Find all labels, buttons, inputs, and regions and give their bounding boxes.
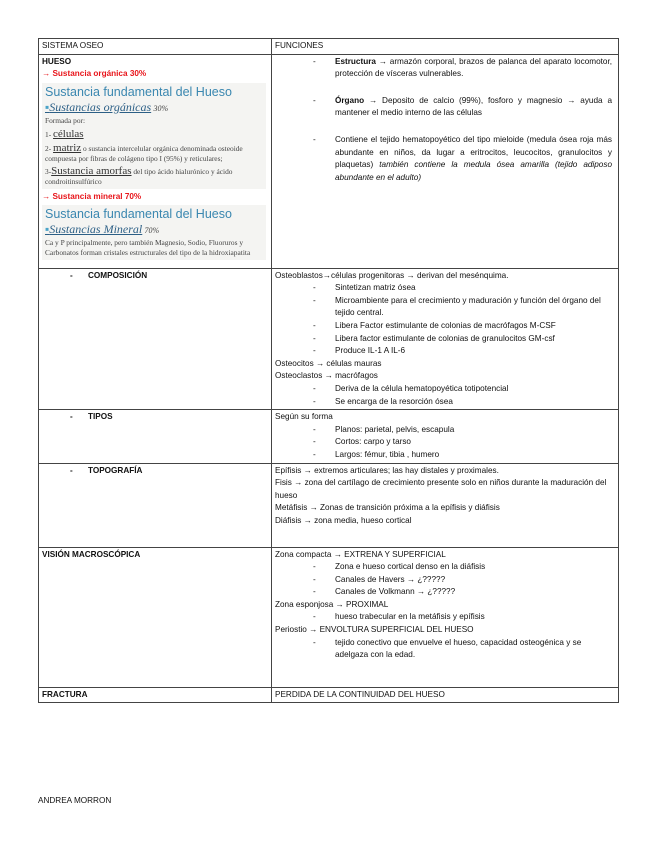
osteocitos-line: Osteocitos → células mauras: [275, 358, 382, 368]
list-item: - Se encarga de la resorción ósea: [275, 396, 615, 409]
function-tejido-hematopoyetico: - Contiene el tejido hematopoyético del tipo mieloide (medula ósea roja más abundante en niños, da lugar a eritrocitos, leucocitos, granulocitos y plaquetas) también contiene la medula ósea amarilla (tejido adiposo abundante en el adulto): [275, 134, 612, 184]
list-item: - Largos: fémur, tibia , humero: [275, 449, 615, 462]
tipos-intro: Según su forma: [275, 412, 333, 422]
slide-percentage: 70%: [144, 226, 160, 236]
list-item: - Deriva de la célula hematopoyética totipotencial: [275, 383, 615, 396]
slide-item-amorfas: 3-Sustancia amorfas del tipo ácido hialurónico y ácido condroitinsulfúrico: [45, 164, 233, 186]
hueso-title: HUESO: [42, 56, 72, 66]
list-item: - tejido conectivo que envuelve el hueso, capacidad osteogénica y se adelgaza con la edad.: [275, 637, 615, 662]
zona-compacta-line: Zona compacta → EXTRENA Y SUPERFICIAL: [275, 549, 446, 559]
topografia-content-cell: [272, 463, 619, 547]
list-item: - Libera factor estimulante de colonias de granulocitos GM-csf: [275, 333, 615, 346]
fractura-row: [39, 687, 619, 703]
author-footer: ANDREA MORRON: [38, 796, 112, 805]
list-item: - Cortos: carpo y tarso: [275, 436, 615, 449]
composicion-content-cell: [272, 268, 619, 410]
topografia-line: Diáfisis → zona media, hueso cortical: [275, 515, 412, 525]
list-item: - Sintetizan matriz ósea: [275, 282, 615, 295]
tipos-content-cell: [272, 410, 619, 463]
table-header-row: [39, 39, 619, 55]
topografia-cell: [39, 463, 272, 547]
fractura-title: FRACTURA: [42, 689, 88, 699]
list-item: - Microambiente para el crecimiento y maduración y función del órgano del tejido central.: [275, 295, 615, 320]
tipos-row: [39, 410, 619, 463]
list-item: - hueso trabecular en la metáfisis y epífisis: [275, 611, 615, 624]
function-organo: - Órgano → Deposito de calcio (99%), fosforo y magnesio → ayuda a mantener el medio interno de las células: [275, 95, 612, 120]
bone-system-table: [38, 38, 619, 703]
slide-item-celulas: 1- células: [45, 127, 84, 140]
fractura-cell: [39, 687, 272, 703]
composicion-row: [39, 268, 619, 410]
fractura-definition: PERDIDA DE LA CONTINUIDAD DEL HUESO: [272, 687, 619, 703]
slide-heading: ▪Sustancias Mineral: [45, 222, 143, 237]
header-sistema-oseo: SISTEMA OSEO: [39, 39, 272, 55]
function-estructura: - Estructura → armazón corporal, brazos de palanca del aparato locomotor, protección de vísceras vulnerables.: [275, 56, 612, 81]
vision-cell: [39, 547, 272, 687]
vision-title: VISIÓN MACROSCÓPICA: [42, 549, 141, 559]
list-item: - Zona e hueso cortical denso en la diáfisis: [275, 561, 615, 574]
slide-title: Sustancia fundamental del Hueso: [45, 84, 232, 99]
header-funciones: FUNCIONES: [272, 39, 619, 55]
list-item: - Libera Factor estimulante de colonias de macrófagos M-CSF: [275, 320, 615, 333]
mineral-substance-slide: [42, 205, 266, 260]
composicion-title: - COMPOSICIÓN: [70, 270, 148, 280]
organic-substance-label: → Sustancia orgánica 30%: [42, 69, 147, 79]
topografia-line: Metáfisis → Zonas de transición próxima a la epífisis y diáfisis: [275, 503, 500, 513]
topografia-line: Fisis → zona del cartílago de crecimiento presente solo en niños durante la maduración del hueso: [275, 478, 607, 500]
list-item: - Planos: parietal, pelvis, escapula: [275, 424, 615, 437]
slide-mineral-text: Ca y P principalmente, pero también Magnesio, Sodio, Fluoruros y Carbonatos forman cristales estructurales del tipo de la hidroxiapatita: [45, 238, 251, 258]
vision-content-cell: [272, 547, 619, 687]
slide-formada-text: Formada por:: [45, 115, 86, 125]
topografia-title: - TOPOGRAFÍA: [70, 465, 143, 475]
osteoclastos-line: Osteoclastos → macrófagos: [275, 371, 378, 381]
topografia-line: Epífisis → extremos articulares; las hay distales y proximales.: [275, 465, 499, 475]
osteoblastos-line: Osteoblastos→células progenitoras → derivan del mesénquima.: [275, 270, 509, 280]
topografia-row: [39, 463, 619, 547]
list-item: - Canales de Volkmann → ¿?????: [275, 586, 615, 599]
periostio-line: Periostio → ENVOLTURA SUPERFICIAL DEL HUESO: [275, 625, 474, 635]
tipos-cell: [39, 410, 272, 463]
zona-esponjosa-line: Zona esponjosa → PROXIMAL: [275, 599, 389, 609]
tipos-title: - TIPOS: [70, 412, 113, 422]
slide-title: Sustancia fundamental del Hueso: [45, 207, 232, 222]
slide-item-matriz: 2- matriz o sustancia intercelular orgánica denominada osteoide compuesta por fibras de colágeno tipo I (95%) y reticulares;: [45, 141, 243, 163]
list-item: - Canales de Havers → ¿?????: [275, 574, 615, 587]
slide-heading: ▪Sustancias orgánicas: [45, 99, 152, 114]
hueso-cell: [39, 54, 272, 268]
organic-substance-slide: [42, 83, 266, 189]
list-item: - Produce IL-1 A IL-6: [275, 345, 615, 358]
mineral-substance-label: → Sustancia mineral 70%: [42, 191, 142, 201]
vision-row: [39, 547, 619, 687]
hueso-row: [39, 54, 619, 268]
slide-percentage: 30%: [153, 103, 169, 113]
hueso-functions-cell: [272, 54, 619, 268]
composicion-cell: [39, 268, 272, 410]
